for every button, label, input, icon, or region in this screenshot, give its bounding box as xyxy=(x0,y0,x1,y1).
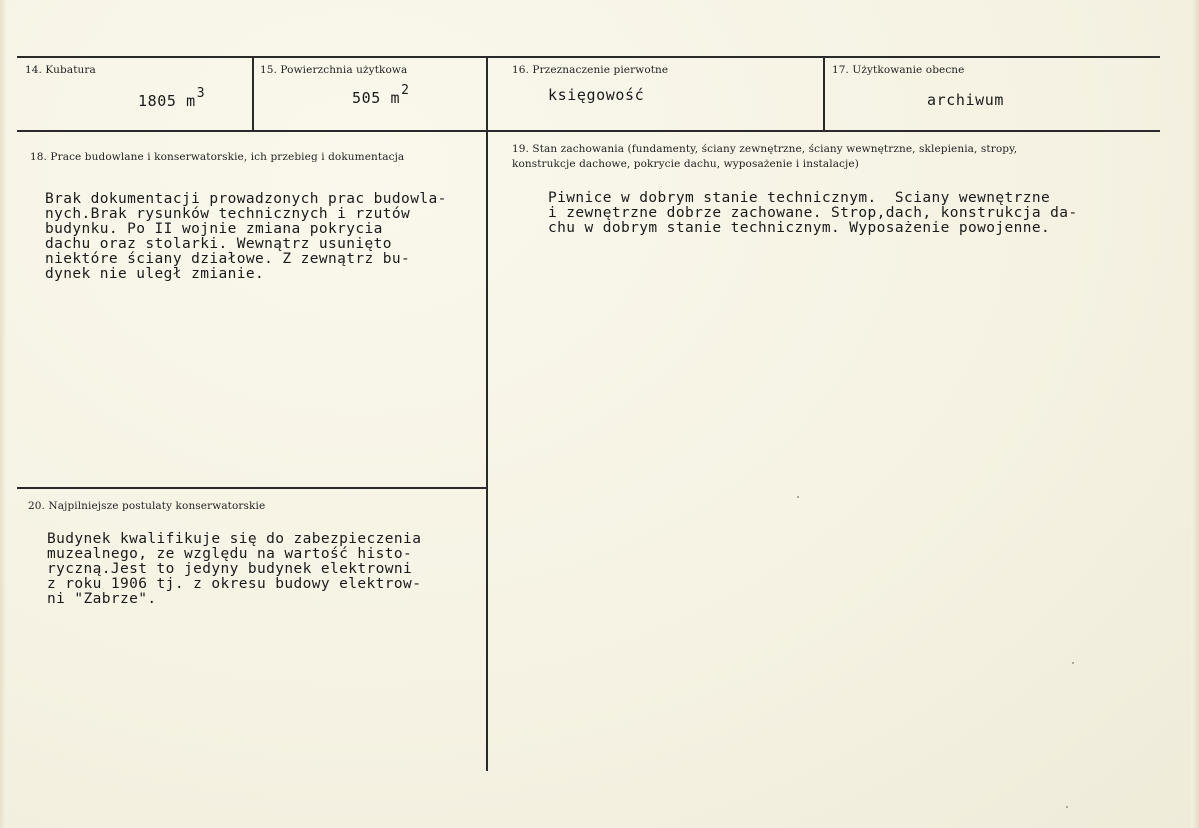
paper-speck xyxy=(797,496,799,498)
paper-speck xyxy=(1066,806,1068,808)
field-19-text: Piwnice w dobrym stanie technicznym. Sciany wewnętrzne i zewnętrzne dobrze zachowane. Strop,dach, konstrukcja da- chu w dobrym stanie technicznym. Wyposażenie powojenne. xyxy=(548,190,1078,236)
field-20-text: Budynek kwalifikuje się do zabezpieczenia muzealnego, ze względu na wartość histo- ryczną.Jest to jedyny budynek elektrowni z roku 1906 tj. z okresu budowy elektrow- ni "Zabrze". xyxy=(47,531,422,607)
field-17-label: 17. Użytkowanie obecne xyxy=(832,64,965,76)
field-15-value-text: 505 m xyxy=(352,89,401,107)
divider-14-15 xyxy=(252,57,254,130)
field-15-label: 15. Powierzchnia użytkowa xyxy=(260,64,408,76)
field-16-value: księgowość xyxy=(548,86,645,104)
divider-16-17 xyxy=(823,57,825,130)
card-edge-left xyxy=(0,0,6,828)
field-18-label: 18. Prace budowlane i konserwatorskie, ich przebieg i dokumentacja xyxy=(30,151,405,163)
field-19-label-line1: 19. Stan zachowania (fundamenty, ściany zewnętrzne, ściany wewnętrzne, sklepienia, stropy, xyxy=(512,143,1018,155)
field-20-label: 20. Najpilniejsze postulaty konserwatorskie xyxy=(28,500,266,512)
field-14-value-text: 1805 m xyxy=(138,92,196,110)
field-15-value-sup: 2 xyxy=(401,83,410,98)
field-17-value: archiwum xyxy=(927,91,1005,109)
field-15-value xyxy=(352,83,410,107)
middle-rule xyxy=(17,130,1160,132)
field-19-label-line2: konstrukcje dachowe, pokrycie dachu, wyposażenie i instalacje) xyxy=(512,158,859,170)
field-18-text: Brak dokumentacji prowadzonych prac budowla- nych.Brak rysunków technicznych i rzutów budynku. Po II wojnie zmiana pokrycia dachu oraz stolarki. Wewnątrz usunięto niektóre ściany działowe. Z zewnątrz bu- dynek nie uległ zmianie. xyxy=(45,191,447,282)
field-16-label: 16. Przeznaczenie pierwotne xyxy=(512,64,669,76)
top-rule xyxy=(17,56,1160,58)
divider-main xyxy=(486,57,488,771)
paper-speck xyxy=(1072,662,1074,664)
field-14-value-sup: 3 xyxy=(196,86,206,101)
field-14-value xyxy=(138,86,206,110)
card-edge-right xyxy=(1191,0,1199,828)
lower-left-rule xyxy=(17,487,487,489)
field-14-label: 14. Kubatura xyxy=(25,64,96,76)
